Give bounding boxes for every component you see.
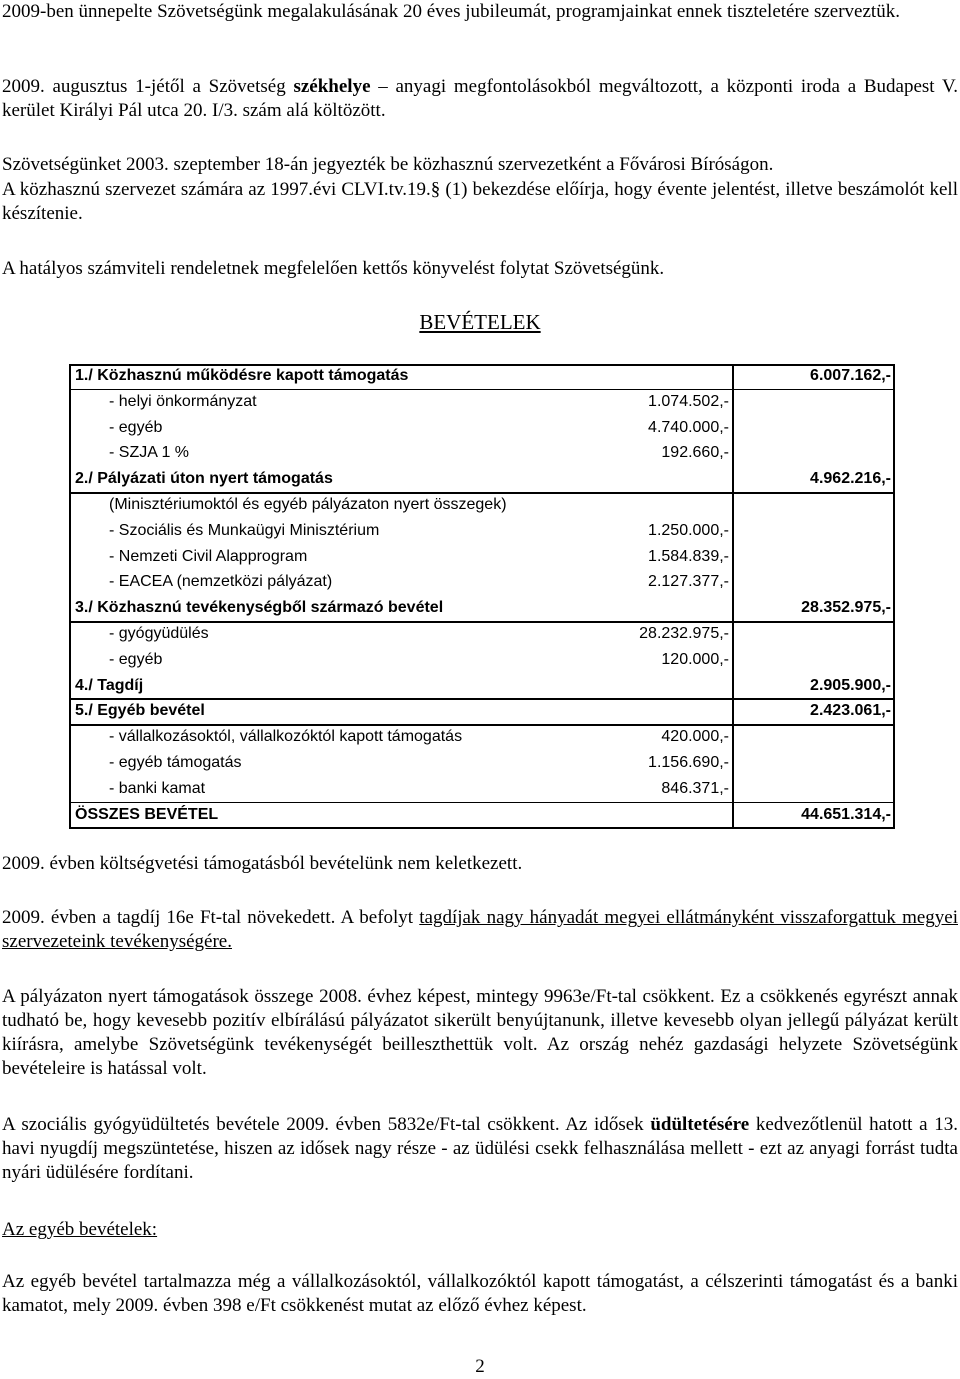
intro-text-5: A hatályos számviteli rendeletnek megfelelően kettős könyvelést folytat Szövetségünk.: [2, 258, 665, 279]
table-row: [69, 596, 895, 622]
row-label: - Nemzeti Civil Alapprogram: [109, 547, 308, 565]
row-label: 5./ Egyéb bevétel: [75, 702, 205, 720]
row-subtotal: 192.660,-: [661, 444, 729, 462]
row-label: 2./ Pályázati úton nyert támogatás: [75, 470, 333, 488]
table-rule: [69, 364, 71, 828]
intro-text-2: [2, 75, 958, 123]
row-subtotal: 1.156.690,-: [648, 753, 729, 771]
text-span: kedvezőtlenül hatott a 13. havi nyugdíj megszüntetése, hiszen az idősek nagy része - az üdülési csekk felhasználása mellett - ezt az anyagi forrást tudta nyári üdülésére fordítani.: [2, 1114, 958, 1183]
row-total: 6.007.162,-: [810, 367, 891, 384]
row-label: - SZJA 1 %: [109, 444, 190, 462]
row-subtotal: 4.740.000,-: [648, 418, 729, 436]
table-row: [69, 545, 895, 571]
row-label: - banki kamat: [109, 779, 206, 797]
table-row: [69, 725, 895, 751]
table-row: [69, 674, 895, 700]
intro-text-1: 2009-ben ünnepelte Szövetségünk megalakulásának 20 éves jubileumát, programjainkat ennek tiszteletére szerveztük.: [2, 1, 900, 22]
row-label: 4./ Tagdíj: [75, 676, 144, 694]
row-label: - gyógyüdülés: [109, 624, 209, 642]
table-rule: [69, 621, 895, 623]
after-paragraph-4: [2, 1113, 958, 1185]
bold-span: üdültetésére: [650, 1114, 750, 1135]
table-row: [69, 364, 895, 390]
table-rule: [69, 492, 895, 494]
intro-paragraph-5: [2, 257, 958, 281]
row-label: 1./ Közhasznú működésre kapott támogatás: [75, 367, 409, 384]
row-label: - EACEA (nemzetközi pályázat): [109, 573, 333, 591]
row-label: - egyéb támogatás: [109, 753, 242, 771]
row-total: 44.651.314,-: [801, 805, 891, 823]
row-total: 28.352.975,-: [801, 599, 891, 617]
table-row: [69, 519, 895, 545]
row-label: - egyéb: [109, 650, 163, 668]
row-label: 3./ Közhasznú tevékenységből származó bevétel: [75, 599, 444, 617]
intro-paragraph-3: [2, 153, 958, 177]
table-rule: [69, 364, 895, 366]
underlined-span: tagdíjak nagy hányadát megyei ellátmányként visszaforgattuk megyei szervezeteink tevékenységére.: [2, 907, 958, 952]
text-span: 2009. augusztus 1-jétől a Szövetség: [2, 76, 294, 97]
row-subtotal: 1.584.839,-: [648, 547, 729, 565]
row-subtotal: 2.127.377,-: [648, 573, 729, 591]
section-heading: BEVÉTELEK: [419, 310, 541, 334]
intro-text-4: A közhasznú szervezet számára az 1997.évi CLVI.tv.19.§ (1) bekezdése előírja, hogy évente jelentést, illetve beszámolót kell készítenie.: [2, 179, 958, 224]
table-row: [69, 648, 895, 674]
table-row: [69, 699, 895, 725]
table-rule: [69, 827, 895, 829]
row-subtotal: 28.232.975,-: [639, 624, 729, 642]
intro-paragraph-1: [2, 0, 958, 24]
intro-paragraph-4: [2, 178, 958, 226]
row-total: 2.423.061,-: [810, 702, 891, 720]
after-paragraph-5: [2, 1218, 958, 1242]
text-span: 2009. évben a tagdíj 16e Ft-tal növekedett. A befolyt: [2, 907, 420, 928]
row-subtotal: 1.074.502,-: [648, 392, 729, 410]
table-row: [69, 777, 895, 803]
row-total: 2.905.900,-: [810, 676, 891, 694]
row-label: ÖSSZES BEVÉTEL: [75, 805, 219, 823]
after-text-2: [2, 906, 958, 954]
table-rule: [893, 364, 895, 828]
after-paragraph-6: [2, 1270, 958, 1318]
row-subtotal: 1.250.000,-: [648, 521, 729, 539]
table-row: [69, 416, 895, 442]
table-rule: [69, 802, 895, 804]
after-paragraph-2: [2, 906, 958, 954]
page-number: 2: [475, 1356, 485, 1377]
after-text-3: A pályázaton nyert támogatások összege 2008. évhez képest, mintegy 9963e/Ft-tal csökkent. Ez a csökkenés egyrészt annak tudható be, hogy kevesebb pozitív elbírálású pályázatot sikerült benyújtanunk, illetve kevesebb olyan jellegű pályázat került kiírásra, amelybe Szövetségünk tevékenységét beilleszthettük volt. Az ország nehéz gazdasági helyzete Szövetségünk bevételeire is hatással volt.: [2, 986, 958, 1079]
after-paragraph-3: [2, 985, 958, 1081]
table-row: [69, 803, 895, 829]
table-rule: [69, 698, 895, 700]
table-row: [69, 493, 895, 519]
bold-span: székhelye: [293, 76, 371, 97]
income-table: [69, 364, 895, 828]
after-paragraph-1: [2, 852, 958, 876]
table-row: [69, 441, 895, 467]
row-total: 4.962.216,-: [810, 470, 891, 488]
table-rule: [69, 389, 895, 391]
table-row: [69, 390, 895, 416]
row-label: - helyi önkormányzat: [109, 392, 257, 410]
text-span: – anyagi megfontolásokból megváltozott, a központi iroda a Budapest V. kerület Királyi Pál utca 20. I/3. szám alá költözött.: [2, 76, 958, 121]
table-rule: [69, 724, 895, 726]
row-label: - vállalkozásoktól, vállalkozóktól kapott támogatás: [109, 728, 463, 746]
table-row: [69, 751, 895, 777]
table-rule: [732, 364, 734, 828]
after-text-6: Az egyéb bevétel tartalmazza még a vállalkozásoktól, vállalkozóktól kapott támogatást, a célszerinti támogatást és a banki kamatot, mely 2009. évben 398 e/Ft csökkenést mutat az előző évhez képest.: [2, 1271, 958, 1316]
after-text-4: [2, 1113, 958, 1185]
after-text-1: 2009. évben költségvetési támogatásból bevételünk nem keletkezett.: [2, 853, 523, 874]
table-row: [69, 570, 895, 596]
row-label: - egyéb: [109, 418, 163, 436]
intro-text-3: Szövetségünket 2003. szeptember 18-án jegyezték be közhasznú szervezetként a Fővárosi Bíróságon.: [2, 154, 774, 175]
after-text-5: Az egyéb bevételek:: [2, 1219, 158, 1240]
intro-paragraph-2: [2, 75, 958, 123]
row-subtotal: 420.000,-: [661, 728, 729, 746]
text-span: A szociális gyógyüdültetés bevétele 2009. évben 5832e/Ft-tal csökkent. Az idősek: [2, 1114, 651, 1135]
row-subtotal: 846.371,-: [661, 779, 729, 797]
row-subtotal: 120.000,-: [661, 650, 729, 668]
table-row: [69, 467, 895, 493]
table-row: [69, 622, 895, 648]
row-label: (Minisztériumoktól és egyéb pályázaton nyert összegek): [109, 495, 507, 513]
row-label: - Szociális és Munkaügyi Minisztérium: [109, 521, 380, 539]
